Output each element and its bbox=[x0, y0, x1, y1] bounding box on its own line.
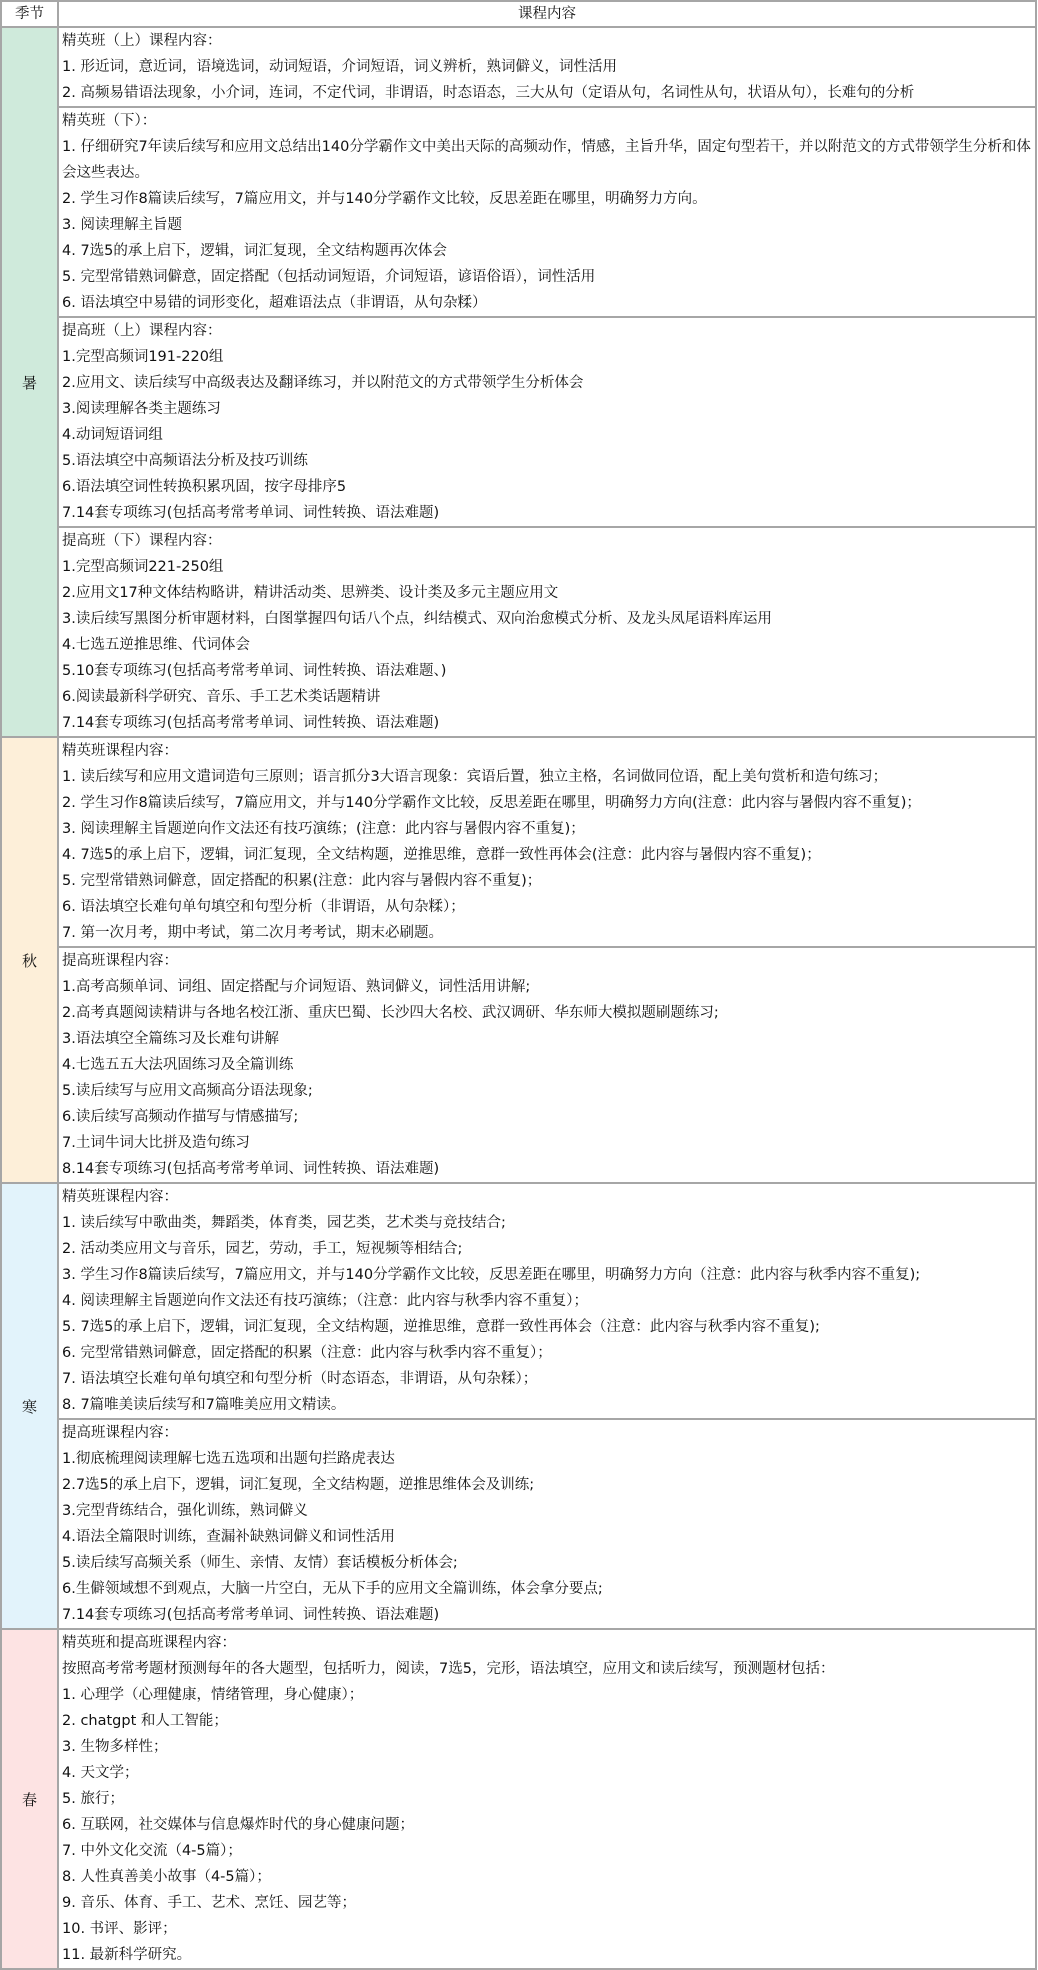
list-item: 4.动词短语词组 bbox=[62, 427, 163, 443]
season-cell-autumn: 秋 bbox=[1, 737, 58, 1183]
list-item: 2.应用文17种文体结构略讲，精讲活动类、思辨类、设计类及多元主题应用文 bbox=[62, 585, 559, 601]
list-item: 5. 完型常错熟词僻意，固定搭配（包括动词短语，介词短语，谚语俗语），词性活用 bbox=[62, 269, 596, 285]
list-item: 1. 读后续写和应用文遣词造句三原则；语言抓分3大语言现象：宾语后置，独立主格，名词做同位语，配上美句赏析和造句练习； bbox=[62, 769, 888, 785]
list-item: 5. 完型常错熟词僻意，固定搭配的积累(注意：此内容与暑假内容不重复)； bbox=[62, 873, 542, 889]
list-item: 6. 互联网，社交媒体与信息爆炸时代的身心健康问题； bbox=[62, 1817, 414, 1833]
summer-advanced-lower-block bbox=[58, 527, 1036, 737]
list-item: 10. 书评、影评； bbox=[62, 1921, 177, 1937]
summer-row-4 bbox=[1, 527, 1036, 737]
list-item: 1.完型高频词191-220组 bbox=[62, 349, 224, 365]
summer-advanced-upper-block bbox=[58, 317, 1036, 527]
list-item: 5.10套专项练习(包括高考常考单词、词性转换、语法难题、) bbox=[62, 663, 447, 679]
list-item: 5. 7选5的承上启下，逻辑，词汇复现，全文结构题，逆推思维，意群一致性再体会（注意：此内容与秋季内容不重复); bbox=[62, 1319, 820, 1335]
header-content: 课程内容 bbox=[58, 1, 1036, 27]
season-cell-winter: 寒 bbox=[1, 1183, 58, 1629]
list-item: 5.读后续写高频关系（师生、亲情、友情）套话模板分析体会; bbox=[62, 1555, 458, 1571]
list-item: 1.彻底梳理阅读理解七选五选项和出题句拦路虎表达 bbox=[62, 1451, 395, 1467]
spring-block bbox=[58, 1629, 1036, 1969]
list-item: 3.阅读理解各类主题练习 bbox=[62, 401, 221, 417]
list-item: 8. 7篇唯美读后续写和7篇唯美应用文精读。 bbox=[62, 1397, 346, 1413]
block-title: 提高班（下）课程内容： bbox=[62, 533, 222, 549]
list-item: 1. 读后续写中歌曲类，舞蹈类，体育类，园艺类，艺术类与竞技结合; bbox=[62, 1215, 506, 1231]
list-item: 8.14套专项练习(包括高考常考单词、词性转换、语法难题) bbox=[62, 1161, 440, 1177]
list-item: 9. 音乐、体育、手工、艺术、烹饪、园艺等； bbox=[62, 1895, 356, 1911]
list-item: 1. 仔细研究7年读后续写和应用文总结出140分学霸作文中美出天际的高频动作，情感，主旨升华，固定句型若干，并以附范文的方式带领学生分析和体会这些表达。 bbox=[62, 139, 1031, 181]
list-item: 7.土词牛词大比拼及造句练习 bbox=[62, 1135, 250, 1151]
summer-row-3 bbox=[1, 317, 1036, 527]
list-item: 4. 7选5的承上启下，逻辑，词汇复现，全文结构题再次体会 bbox=[62, 243, 447, 259]
block-title: 提高班课程内容： bbox=[62, 953, 178, 969]
block-title: 精英班课程内容： bbox=[62, 1189, 178, 1205]
summer-elite-lower-block bbox=[58, 107, 1036, 317]
block-title: 精英班（下）： bbox=[62, 113, 157, 129]
block-title: 提高班课程内容： bbox=[62, 1425, 178, 1441]
list-item: 7. 中外文化交流（4-5篇）； bbox=[62, 1843, 242, 1859]
autumn-row-1 bbox=[1, 737, 1036, 947]
spring-row-1 bbox=[1, 1629, 1036, 1969]
block-title: 精英班课程内容： bbox=[62, 743, 178, 759]
winter-elite-block bbox=[58, 1183, 1036, 1419]
list-item: 按照高考常考题材预测每年的各大题型，包括听力，阅读，7选5，完形，语法填空，应用文和读后续写，预测题材包括： bbox=[62, 1661, 835, 1677]
list-item: 4.语法全篇限时训练，查漏补缺熟词僻义和词性活用 bbox=[62, 1529, 395, 1545]
list-item: 8. 人性真善美小故事（4-5篇）； bbox=[62, 1869, 271, 1885]
list-item: 11. 最新科学研究。 bbox=[62, 1947, 192, 1963]
list-item: 2. 活动类应用文与音乐，园艺，劳动，手工，短视频等相结合; bbox=[62, 1241, 463, 1257]
list-item: 4. 天文学； bbox=[62, 1765, 139, 1781]
list-item: 3.读后续写黑图分析审题材料，白图掌握四句话八个点，纠结模式、双向治愈模式分析、及龙头凤尾语料库运用 bbox=[62, 611, 772, 627]
list-item: 3. 阅读理解主旨题逆向作文法还有技巧演练；(注意：此内容与暑假内容不重复)； bbox=[62, 821, 585, 837]
list-item: 5.读后续写与应用文高频高分语法现象; bbox=[62, 1083, 313, 1099]
list-item: 3. 生物多样性； bbox=[62, 1739, 168, 1755]
list-item: 2. 学生习作8篇读后续写，7篇应用文，并与140分学霸作文比较，反思差距在哪里，明确努力方向。 bbox=[62, 191, 707, 207]
header-row bbox=[1, 1, 1036, 27]
list-item: 6.语法填空词性转换积累巩固，按字母排序5 bbox=[62, 479, 347, 495]
list-item: 1. 形近词，意近词，语境选词，动词短语，介词短语，词义辨析，熟词僻义，词性活用 bbox=[62, 59, 617, 75]
list-item: 2.应用文、读后续写中高级表达及翻译练习，并以附范文的方式带领学生分析体会 bbox=[62, 375, 584, 391]
list-item: 4. 7选5的承上启下，逻辑，词汇复现，全文结构题，逆推思维，意群一致性再体会(注意：此内容与暑假内容不重复)； bbox=[62, 847, 821, 863]
list-item: 2. 学生习作8篇读后续写，7篇应用文，并与140分学霸作文比较，反思差距在哪里，明确努力方向(注意：此内容与暑假内容不重复)； bbox=[62, 795, 921, 811]
list-item: 7. 语法填空长难句单句填空和句型分析（时态语态，非谓语，从句杂糅）； bbox=[62, 1371, 538, 1387]
list-item: 3.语法填空全篇练习及长难句讲解 bbox=[62, 1031, 279, 1047]
list-item: 6. 语法填空长难句单句填空和句型分析（非谓语，从句杂糅）； bbox=[62, 899, 465, 915]
season-cell-summer: 暑 bbox=[1, 27, 58, 737]
list-item: 7.14套专项练习(包括高考常考单词、词性转换、语法难题) bbox=[62, 715, 440, 731]
summer-row-2 bbox=[1, 107, 1036, 317]
list-item: 5.语法填空中高频语法分析及技巧训练 bbox=[62, 453, 308, 469]
winter-advanced-block bbox=[58, 1419, 1036, 1629]
list-item: 5. 旅行； bbox=[62, 1791, 124, 1807]
list-item: 7. 第一次月考，期中考试，第二次月考考试，期末必刷题。 bbox=[62, 925, 443, 941]
list-item: 1. 心理学（心理健康，情绪管理，身心健康）； bbox=[62, 1687, 364, 1703]
autumn-advanced-block bbox=[58, 947, 1036, 1183]
list-item: 3. 阅读理解主旨题 bbox=[62, 217, 182, 233]
summer-elite-upper-block bbox=[58, 27, 1036, 107]
winter-row-1 bbox=[1, 1183, 1036, 1419]
block-title: 提高班（上）课程内容： bbox=[62, 323, 222, 339]
list-item: 4. 阅读理解主旨题逆向作文法还有技巧演练；（注意：此内容与秋季内容不重复）； bbox=[62, 1293, 588, 1309]
list-item: 7.14套专项练习(包括高考常考单词、词性转换、语法难题) bbox=[62, 1607, 440, 1623]
list-item: 1.高考高频单词、词组、固定搭配与介词短语、熟词僻义，词性活用讲解; bbox=[62, 979, 531, 995]
header-season: 季节 bbox=[1, 1, 58, 27]
list-item: 6. 语法填空中易错的词形变化，超难语法点（非谓语，从句杂糅） bbox=[62, 295, 487, 311]
summer-row-1 bbox=[1, 27, 1036, 107]
list-item: 2. 高频易错语法现象，小介词，连词，不定代词，非谓语，时态语态，三大从句（定语从句，名词性从句，状语从句），长难句的分析 bbox=[62, 85, 915, 101]
list-item: 4.七选五逆推思维、代词体会 bbox=[62, 637, 250, 653]
autumn-elite-block bbox=[58, 737, 1036, 947]
winter-row-2 bbox=[1, 1419, 1036, 1629]
list-item: 6.生僻领域想不到观点，大脑一片空白，无从下手的应用文全篇训练，体会拿分要点; bbox=[62, 1581, 603, 1597]
list-item: 3. 学生习作8篇读后续写，7篇应用文，并与140分学霸作文比较，反思差距在哪里，明确努力方向（注意：此内容与秋季内容不重复); bbox=[62, 1267, 921, 1283]
list-item: 7.14套专项练习(包括高考常考单词、词性转换、语法难题) bbox=[62, 505, 440, 521]
list-item: 2. chatgpt 和人工智能； bbox=[62, 1713, 228, 1729]
list-item: 2.高考真题阅读精讲与各地名校江浙、重庆巴蜀、长沙四大名校、武汉调研、华东师大模拟题刷题练习; bbox=[62, 1005, 719, 1021]
list-item: 2.7选5的承上启下，逻辑，词汇复现，全文结构题，逆推思维体会及训练; bbox=[62, 1477, 535, 1493]
list-item: 6.阅读最新科学研究、音乐、手工艺术类话题精讲 bbox=[62, 689, 381, 705]
list-item: 4.七选五五大法巩固练习及全篇训练 bbox=[62, 1057, 294, 1073]
list-item: 6. 完型常错熟词僻意，固定搭配的积累（注意：此内容与秋季内容不重复）； bbox=[62, 1345, 552, 1361]
list-item: 3.完型背练结合，强化训练，熟词僻义 bbox=[62, 1503, 308, 1519]
block-title: 精英班和提高班课程内容： bbox=[62, 1635, 236, 1651]
block-title: 精英班（上）课程内容： bbox=[62, 33, 222, 49]
list-item: 6.读后续写高频动作描写与情感描写; bbox=[62, 1109, 299, 1125]
season-cell-spring: 春 bbox=[1, 1629, 58, 1969]
list-item: 1.完型高频词221-250组 bbox=[62, 559, 224, 575]
autumn-row-2 bbox=[1, 947, 1036, 1183]
